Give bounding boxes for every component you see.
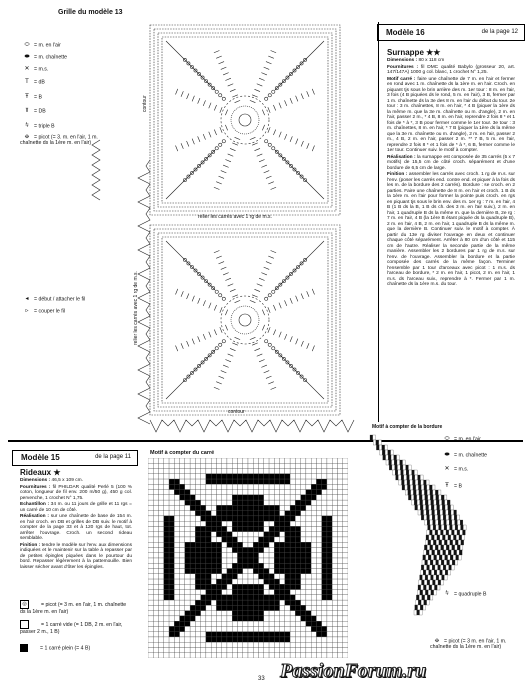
oval-open-icon: ⬭ [24,42,30,48]
legend-row [20,600,130,615]
grid13-chart [0,0,380,440]
legend-row [20,620,130,635]
legend-text: = m. en l'air [34,42,61,49]
picot-icon: ꝋ [434,638,440,644]
empty-box-icon [20,620,29,629]
legend-text: = m. chaînette [454,452,488,459]
cross-icon: ✕ [444,466,450,472]
paragraph: Réalisation : sur une chaînette de base de 154 m. en l'air croch. en DB et grilles de DB suiv. le motif à compter de la page 33 et à 120 rgs de haut, tot. arrêter l'ouvrage. Croch. un second rideau semblable. [20,514,132,541]
model16-title: Surnappe ★★ [387,48,441,57]
t-icon: T [25,79,29,85]
model-number: Modèle 16 [386,28,425,37]
paragraph: Dimensions : 80 x 118 cm [387,58,445,63]
legend-row [20,644,130,652]
legend-row [440,591,486,597]
legend-text: = couper le fil [34,308,65,315]
legend-text: = m.s. [454,466,469,473]
motif-border-title: Motif à compter de la bordure [372,424,443,430]
model15-body [20,478,132,571]
legend-text: = m. en l'air [454,436,481,443]
page-number: 33 [258,676,265,682]
legend-text: = m.s. [34,66,49,73]
legend-row [440,483,462,489]
paragraph: Motif carré : faire une chaînette de 7 m. en l'air et fermer en rond avec 1 m. chaînette ds la 1ère m. en l'air. Croch. en piquant tjs sous le brin arrière des m. 1er tour : 8 m. en l'air, 3 fois (4 B piquées ds le rond, 5 m. en l'air), 3 B, fermer par 1 m. chaînette ds la 3e des 8 m. en l'air du début du tour. 2e tour : 3 m. chaînettes, 8 m. en l'air, * 4 B (piquer la 1ère ds la même m. que la 3e m. chaînette ou m. d'angle), 2 m. en l'air, passer 2 m., * 4 B, 8 m. en l'air, reprendre 2 fois 8 * et 1 fois de * à *, 3 B pour fermer comme le 1er tour. 3e tour : 3 m. chaînettes, 8 m. en l'air, * 7 B (piquer la 1ère ds la même que la 3e m. chaînette ou m. d'angle), 2 m. en l'air, passer 2 m., 4 B, 2 m. en l'air, passer 2 m. ** 7 B, 5 m. en l'air, reprendre 2 fois 8 * et 1 fois de * à *, 6 B, fermer comme le 1er tour. Continuer suiv. le motif à compter. [387,76,515,153]
legend-text: = picot (= 3. m. en l'air, 1 m. chaînette ds la 1ère m. en l'air) [20,134,98,147]
legend-text: = DB [34,108,46,115]
arrow-open-icon: ▹ [25,308,29,314]
full-box-icon [20,644,28,652]
picot-box-icon: ◎ [20,600,29,609]
oval-filled-icon: ⬬ [444,452,450,458]
paragraph: Réalisation : la surnappe est composée de 35 carrés (5 x 7 motifs) de 15,5 cm de côté croch. séparément et d'une bordure de 6,5 cm de large. [387,154,515,171]
legend-row [430,638,520,650]
legend-text: = dB [34,79,45,86]
model-number: Modèle 15 [21,453,60,462]
grid13-title: Grille du modèle 13 [58,9,123,16]
contour-label: contour [142,95,148,112]
watermark: PassionForum.ru [280,660,427,682]
paragraph: Fournitures : fil PHILDAR qualité Perlé 5 (100 % coton, longueur de fil env. 200 m/50 g), 450 g col. pervenche, 1 crochet N° 1,75. [20,484,132,501]
contour-label: contour [228,409,245,415]
page-ref: de la page 11 [95,454,131,460]
legend-text: = B [454,483,462,490]
t-quad-icon: ⫩ [445,591,449,597]
t-triple-icon: ⫪ [25,108,29,114]
t-icon: Ŧ [445,483,449,489]
legend-row [440,452,487,458]
legend-row [440,436,481,442]
legend-text: = début / attacher le fil [34,296,86,303]
paragraph: Dimensions : 46,5 x 109 cm. [20,478,83,483]
motif-border-chart [360,430,530,630]
legend-text: = 1 carré plein (= 4 B) [40,645,91,652]
legend-text: = 1 carré vide (= 1 DB, 2 m. en l'air, passer 2 m., 1 B) [20,621,123,635]
legend-text: = picot (= 3 m. en l'air, 1 m. chaînette ds la 1ère m. en l'air) [20,601,127,615]
paragraph: Echantillon : 34 m. ou 11 jours de grille et 11 rgs = un carré de 10 cm de côté. [20,502,132,513]
model15-title: Rideaux ★ [20,468,61,477]
arrow-filled-icon: ◂ [25,296,29,302]
legend-row [440,466,468,472]
paragraph: Fournitures : fil DMC qualité Babylo (grosseur 20, art. 147/147A) 1000 g col. blanc, 1 crochet N° 1,25. [387,64,515,75]
oval-open-icon: ⬭ [444,436,450,442]
model16-header [377,24,525,41]
legend-text: = picot (= 3 m. en l'air, 1 m. chaînette ds la 1ère m. en l'air) [430,638,507,651]
cross-icon: ✕ [24,66,30,72]
join-label-vertical: relier les carrés avec 1 rg de m.s. [133,271,139,345]
t-quad-icon: ⫩ [25,123,29,129]
divider [378,22,379,422]
join-label: relier les carrés avec 1 rg de m.s. [198,214,272,220]
oval-filled-icon: ⬬ [24,54,30,60]
motif-square-grid [148,458,348,658]
motif-square-title: Motif à compter du carré [150,450,215,456]
legend-text: = m. chaînette [34,54,68,61]
paragraph: Finition : assembler les carrés avec croch. 1 rg de m.s. sur l'env. (poser les carrés end. contre end. et piquer à la fois ds les m. de la bordure des 2 carrés). Bordure : se croch. en 2 parties. Faire une chaînette de 8 m. en l'air et croch. 1 B ds la 1ère m. en l'air pour former la pointe puis croch. en rgs en piquant tjs sous le brin env. des m. 1er rg : 7 m. en l'air, 4 B (1 B ds la B, 1 B ds ch. des 3 m. en l'air suiv.), 2 m. en l'air, 1 quadruple B ds la même m. que la dernière B, 2e rg : 7 m. en l'air, 4 B (la 1ère B étant piquée ds la quadruple B), 2 m. en l'air, 4 B, 2 m. en l'air, 1 quadruple B ds la même m. que la dernière B. Continuer suiv. le motif à compter. À partir du 13e rg diviser l'ouvrage en deux et continuer chaque côté séparément. Arrêter à 80 cm d'un côté et 115 cm de l'autre. Réaliser la seconde partie de la même manière. Assembler les 2 bordures par 1 rg de m.s. sur l'env. de l'ouvrage. Assembler la bordure et la partie composée des carrés de la même façon. Terminer l'ensemble par 1 tour d'arceaux avec picot : 1 m.s. ds l'arceau de bordure, * 2 m. en l'air, 1 picot, 2 m. en l'air, 1 m.s. ds l'arceau suiv., reprendre à *. Fermer par 1 m. chaînette ds la 1ère m.s. du tour. [387,172,516,287]
legend-text: = triple B [34,123,55,130]
picot-icon: ꝋ [24,134,30,140]
model16-body [387,58,515,289]
t-double-icon: Ŧ [25,94,29,100]
legend-text: = quadruple B [454,591,487,598]
model15-header [12,450,138,466]
legend-text: = B [34,94,42,101]
paragraph: Finition : tendre le modèle sur l'env. aux dimensions indiquées et le maintenir sur la table à repasser par de petites épingles piquées dans le pourtour du bord. Repasser légèrement à la pattemouille. Bien laisser sécher avant d'ôter les épingles. [20,542,132,570]
page-ref: de la page 12 [481,29,518,35]
